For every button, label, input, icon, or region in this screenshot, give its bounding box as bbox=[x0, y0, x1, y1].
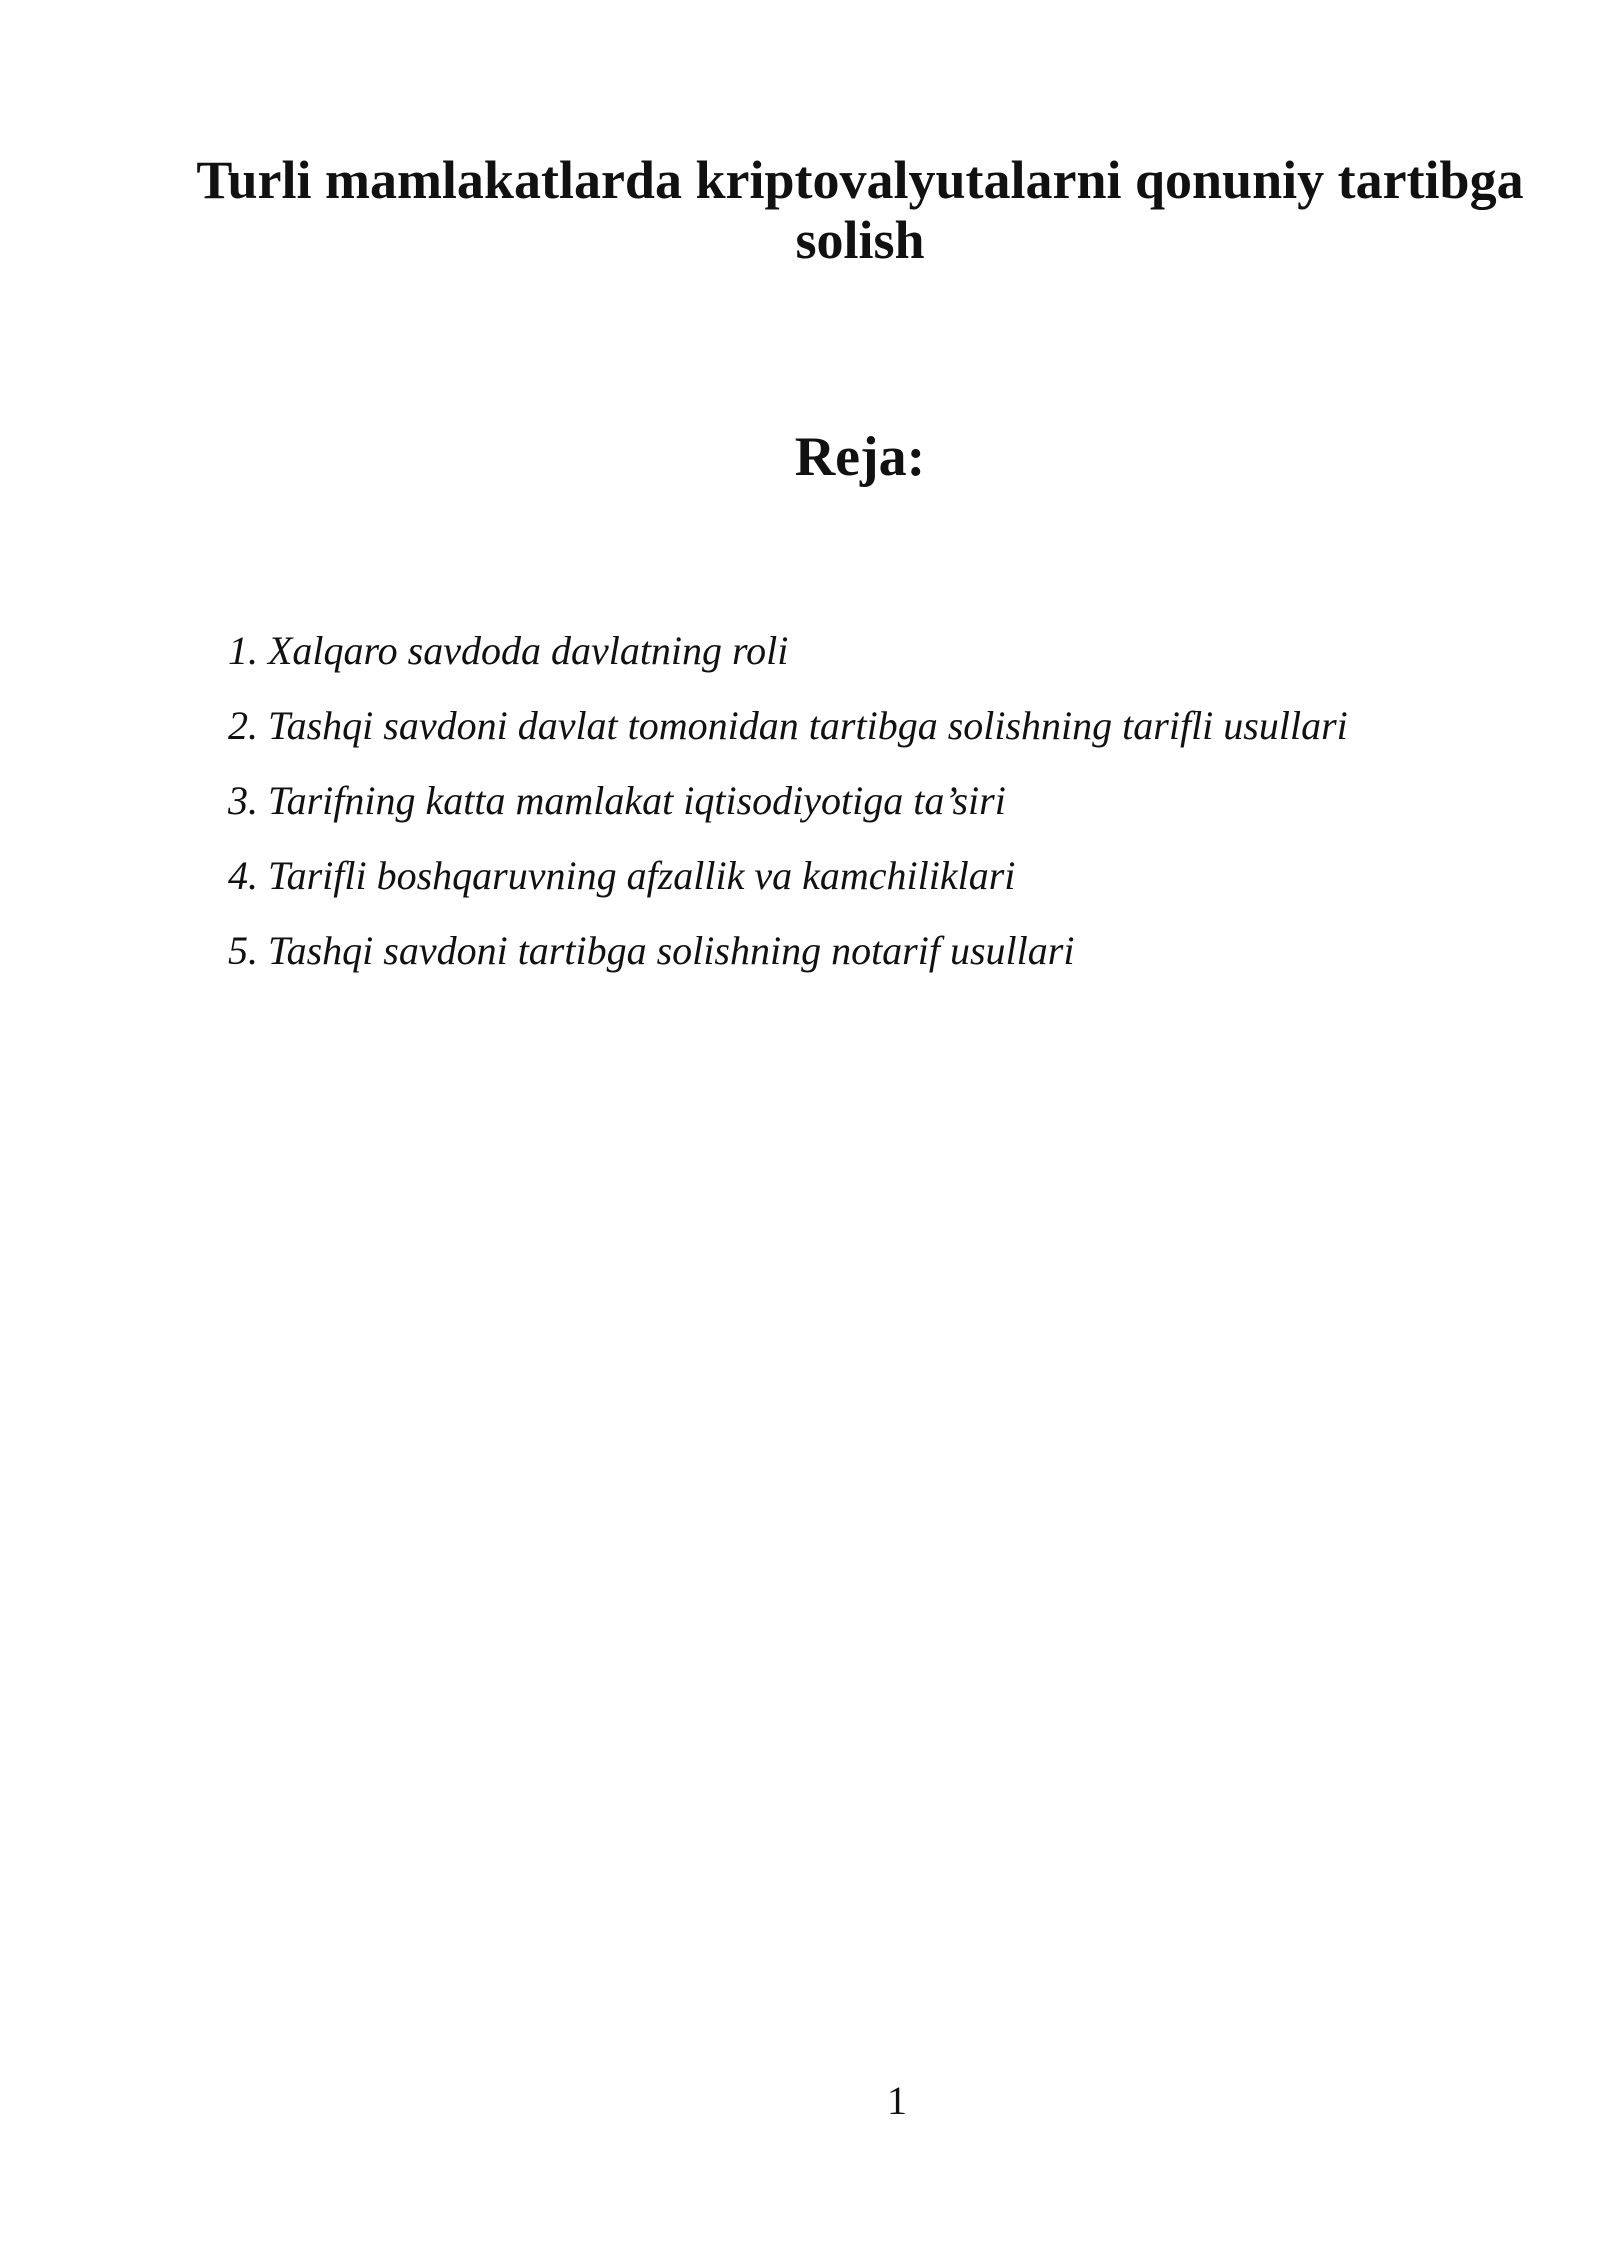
plan-item-4: 4. Tarifli boshqaruvning afzallik va kamchiliklari bbox=[228, 853, 1016, 898]
plan-list bbox=[228, 628, 1528, 1003]
plan-item-5: 5. Tashqi savdoni tartibga solishning notarif usullari bbox=[228, 928, 1075, 973]
plan-item-3: 3. Tarifning katta mamlakat iqtisodiyotiga ta’siri bbox=[228, 778, 1006, 823]
plan-heading: Reja: bbox=[794, 426, 926, 488]
page-number: 1 bbox=[887, 2078, 907, 2123]
document-title: Turli mamlakatlarda kriptovalyutalarni qonuniy tartibga solish bbox=[196, 150, 1524, 270]
plan-item-2: 2. Tashqi savdoni davlat tomonidan tartibga solishning tarifli usullari bbox=[228, 703, 1348, 748]
plan-item-1: 1. Xalqaro savdoda davlatning roli bbox=[228, 628, 789, 673]
